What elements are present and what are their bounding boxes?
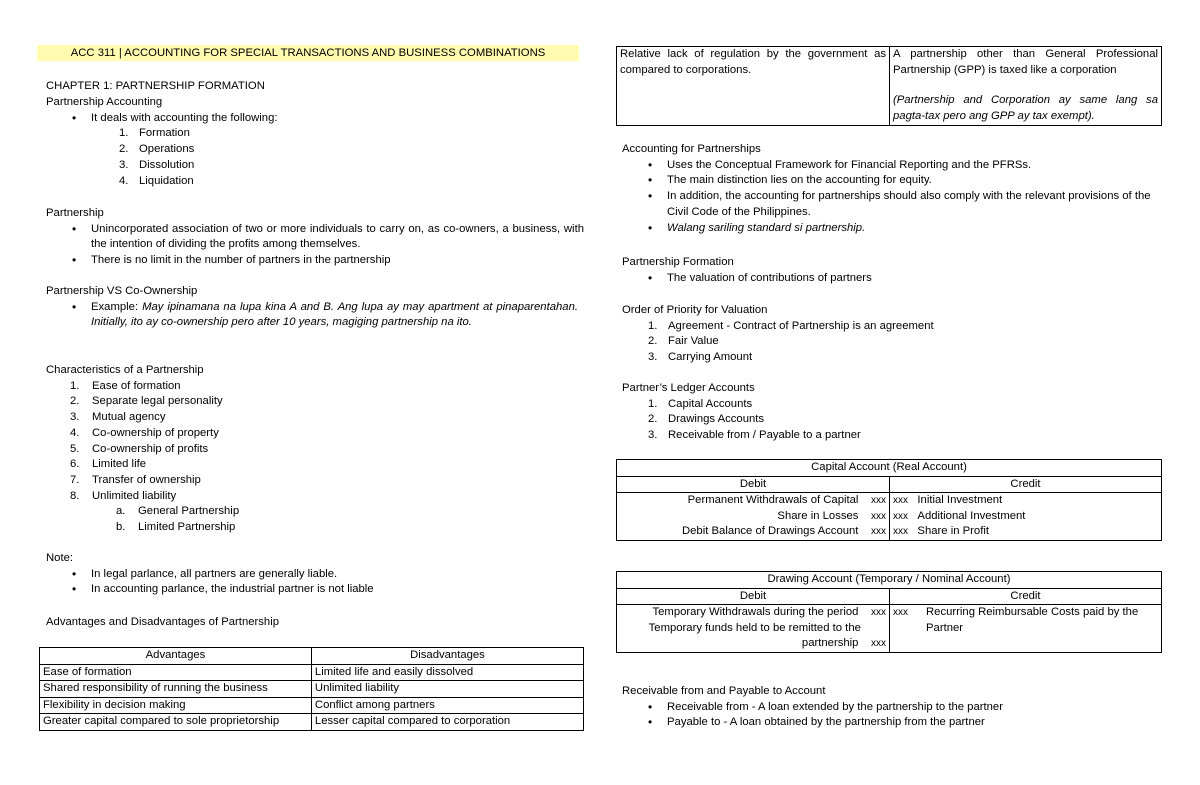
table-title: Capital Account (Real Account) xyxy=(617,460,1162,477)
list-item: 4. Liquidation xyxy=(119,174,194,187)
section-title: Partnership VS Co-Ownership xyxy=(46,285,198,297)
section-title: Order of Priority for Valuation xyxy=(622,304,768,316)
bullet-item: • In addition, the accounting for partnerships should also comply with the relevant provisions of the Civil Code of the Philippines. xyxy=(622,189,1157,220)
bullet-item: • Unincorporated association of two or more individuals to carry on, as co-owners, a business, with the intention of dividing the profits among themselves. xyxy=(46,222,584,253)
credit-entries: xxx Recurring Reimbursable Costs paid by the Partner xyxy=(890,605,1162,653)
table-row: Greater capital compared to sole proprietorship Lesser capital compared to corporation xyxy=(40,714,584,731)
table-row xyxy=(617,47,1162,126)
bullet-item: • Uses the Conceptual Framework for Financial Reporting and the PFRSs. xyxy=(622,158,1157,174)
section-title: Receivable from and Payable to Account xyxy=(622,685,826,697)
list-item: 1. Agreement - Contract of Partnership is an agreement xyxy=(648,319,934,332)
list-item: 3. Receivable from / Payable to a partner xyxy=(648,429,861,442)
capital-account-table xyxy=(616,459,1162,541)
table-header-row xyxy=(40,648,584,665)
bullet-item: • Example: May ipinamana na lupa kina A and B. Ang lupa ay may apartment at pinaparentahan. Initially, ito ay co-ownership pero after 10 years, magiging partnership na ito. xyxy=(46,300,578,331)
list-item: 2. Operations xyxy=(119,143,195,156)
header-cell: Disadvantages xyxy=(311,648,583,665)
debit-header: Debit xyxy=(617,476,890,493)
sub-list-item: a. General Partnership xyxy=(116,505,240,518)
debit-entries: Permanent Withdrawals of Capital xxx Share in Losses xxx Debit Balance of Drawings Account xxx xyxy=(617,493,890,541)
list-item: 1. Formation xyxy=(119,127,190,140)
table-row: Ease of formation Limited life and easily dissolved xyxy=(40,664,584,681)
table-cell: Relative lack of regulation by the government as compared to corporations. xyxy=(617,47,890,126)
list-item: 3. Dissolution xyxy=(119,158,195,171)
list-item: 5. Co-ownership of profits xyxy=(70,442,209,455)
list-item: 2. Drawings Accounts xyxy=(648,413,765,426)
section-title: Accounting for Partnerships xyxy=(622,143,761,155)
characteristics-section xyxy=(46,363,584,536)
table-row: Shared responsibility of running the business Unlimited liability xyxy=(40,681,584,698)
order-of-priority-section xyxy=(622,303,1157,366)
section-title: Advantages and Disadvantages of Partnership xyxy=(46,616,279,628)
section-title: Characteristics of a Partnership xyxy=(46,364,204,376)
list-item: 7. Transfer of ownership xyxy=(70,473,201,486)
bullet-item: • The main distinction lies on the accounting for equity. xyxy=(622,173,1157,189)
receivable-payable-section xyxy=(622,684,1157,731)
bullet-item: • It deals with accounting the following: xyxy=(46,111,584,127)
document-header: ACC 311 | ACCOUNTING FOR SPECIAL TRANSACTIONS AND BUSINESS COMBINATIONS xyxy=(37,45,579,61)
table-cell: A partnership other than General Professional Partnership (GPP) is taxed like a corporation (Partnership and Corporation ay same lang sa pagta-tax pero ang GPP ay tax exempt). xyxy=(890,47,1162,126)
section-title: Partnership xyxy=(46,207,104,219)
partnership-vs-coownership-section xyxy=(46,284,578,331)
section-title: Note: xyxy=(46,552,74,564)
partnership-accounting-section xyxy=(46,95,584,189)
list-item: 3. Mutual agency xyxy=(70,411,166,424)
bullet-item: • In legal parlance, all partners are generally liable. xyxy=(46,567,584,583)
header-cell: Advantages xyxy=(40,648,312,665)
bullet-item: • There is no limit in the number of partners in the partnership xyxy=(46,253,584,269)
debit-entries: Temporary Withdrawals during the period xxx Temporary funds held to be remitted to the partnership xxx xyxy=(617,605,890,653)
chapter-title: CHAPTER 1: PARTNERSHIP FORMATION xyxy=(46,80,265,92)
section-title: Partner’s Ledger Accounts xyxy=(622,382,755,394)
list-item: 2. Separate legal personality xyxy=(70,395,223,408)
bullet-item: • Payable to - A loan obtained by the partnership from the partner xyxy=(622,715,1157,731)
sub-list-item: b. Limited Partnership xyxy=(116,521,236,534)
table-row: Flexibility in decision making Conflict among partners xyxy=(40,697,584,714)
ledger-accounts-section xyxy=(622,381,1157,444)
regulation-table xyxy=(616,46,1162,126)
credit-header: Credit xyxy=(890,476,1162,493)
list-item: 2. Fair Value xyxy=(648,335,719,348)
list-item: 8. Unlimited liability xyxy=(70,489,177,502)
accounting-for-partnerships-section xyxy=(622,142,1157,236)
partnership-formation-section xyxy=(622,255,1157,286)
credit-entries: xxx Initial Investment xxx Additional Investment xxx Share in Profit xyxy=(890,493,1162,541)
note-section xyxy=(46,551,584,598)
section-title: Partnership Formation xyxy=(622,256,734,268)
list-item: 4. Co-ownership of property xyxy=(70,426,219,439)
list-item: 6. Limited life xyxy=(70,458,146,471)
drawing-account-table xyxy=(616,571,1162,653)
table-title: Drawing Account (Temporary / Nominal Account) xyxy=(617,572,1162,589)
bullet-item: • Walang sariling standard si partnership. xyxy=(622,221,1157,237)
list-item: 1. Capital Accounts xyxy=(648,397,753,410)
list-item: 3. Carrying Amount xyxy=(648,351,753,364)
bullet-item: • Receivable from - A loan extended by the partnership to the partner xyxy=(622,700,1157,716)
bullet-item: • The valuation of contributions of partners xyxy=(622,271,1157,287)
partnership-section xyxy=(46,206,584,269)
list-item: 1. Ease of formation xyxy=(70,379,181,392)
credit-header: Credit xyxy=(890,588,1162,605)
debit-header: Debit xyxy=(617,588,890,605)
section-title: Partnership Accounting xyxy=(46,96,163,108)
bullet-item: • In accounting parlance, the industrial partner is not liable xyxy=(46,582,584,598)
advantages-table xyxy=(39,647,584,731)
